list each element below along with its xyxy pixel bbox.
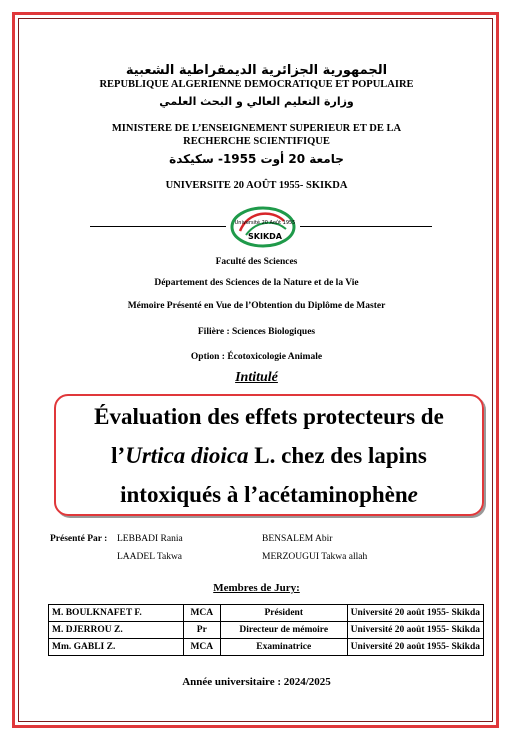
presenter-name-4: MERZOUGUI Takwa allah bbox=[262, 552, 368, 562]
jury-university: Université 20 août 1955- Skikda bbox=[347, 622, 483, 639]
separator-right bbox=[300, 226, 432, 227]
jury-name: M. BOULKNAFET F. bbox=[49, 605, 184, 622]
ministry-arabic: وزارة التعليم العالي و البحث العلمي bbox=[159, 95, 354, 108]
republic-arabic: الجمهورية الجزائرية الديمقراطية الشعبية bbox=[125, 63, 388, 78]
logo-name: SKIKDA bbox=[248, 232, 282, 241]
university-logo-icon bbox=[228, 205, 298, 249]
jury-role: Directeur de mémoire bbox=[220, 622, 347, 639]
jury-heading: Membres de Jury: bbox=[213, 582, 300, 594]
filiere: Filière : Sciences Biologiques bbox=[197, 327, 316, 337]
jury-university: Université 20 août 1955- Skikda bbox=[347, 605, 483, 622]
option: Option : Écotoxicologie Animale bbox=[190, 352, 323, 362]
memoire-statement: Mémoire Présenté en Vue de l’Obtention du Diplôme de Master bbox=[127, 301, 386, 311]
thesis-title-line3: intoxiqués à l’acétaminophène bbox=[120, 482, 418, 507]
ministry-french-line2: RECHERCHE SCIENTIFIQUE bbox=[183, 136, 330, 147]
department: Département des Sciences de la Nature et de la Vie bbox=[154, 278, 359, 288]
thesis-title-line1: Évaluation des effets protecteurs de bbox=[94, 404, 444, 429]
table-row bbox=[49, 622, 484, 639]
jury-role: Examinatrice bbox=[220, 639, 347, 656]
species-name: Urtica dioica bbox=[125, 443, 249, 468]
faculty: Faculté des Sciences bbox=[215, 257, 298, 267]
jury-grade: MCA bbox=[183, 605, 220, 622]
intitule-label: Intitulé bbox=[235, 370, 278, 385]
separator-left bbox=[90, 226, 226, 227]
jury-table bbox=[48, 604, 484, 656]
presenter-name-1: LEBBADI Rania bbox=[117, 534, 183, 544]
republic-french: REPUBLIQUE ALGERIENNE DEMOCRATIQUE ET POPULAIRE bbox=[99, 79, 414, 90]
university-arabic: جامعة 20 أوت 1955- سكيكدة bbox=[169, 152, 344, 166]
logo-ring-text: Université 20 Août 1955 bbox=[234, 220, 296, 226]
presenter-name-2: BENSALEM Abir bbox=[262, 534, 333, 544]
table-row bbox=[49, 605, 484, 622]
jury-name: M. DJERROU Z. bbox=[49, 622, 184, 639]
academic-year: Année universitaire : 2024/2025 bbox=[182, 676, 331, 688]
presenter-name-3: LAADEL Takwa bbox=[117, 552, 183, 562]
table-row bbox=[49, 639, 484, 656]
presented-by-label: Présenté Par : bbox=[50, 534, 108, 544]
jury-grade: Pr bbox=[183, 622, 220, 639]
jury-university: Université 20 août 1955- Skikda bbox=[347, 639, 483, 656]
jury-name: Mm. GABLI Z. bbox=[49, 639, 184, 656]
thesis-title-line2: l’Urtica dioica L. chez des lapins bbox=[111, 443, 427, 468]
ministry-french-line1: MINISTERE DE L’ENSEIGNEMENT SUPERIEUR ET DE LA bbox=[111, 123, 402, 134]
university-french: UNIVERSITE 20 AOÛT 1955- SKIKDA bbox=[165, 180, 348, 191]
jury-grade: MCA bbox=[183, 639, 220, 656]
jury-role: Président bbox=[220, 605, 347, 622]
